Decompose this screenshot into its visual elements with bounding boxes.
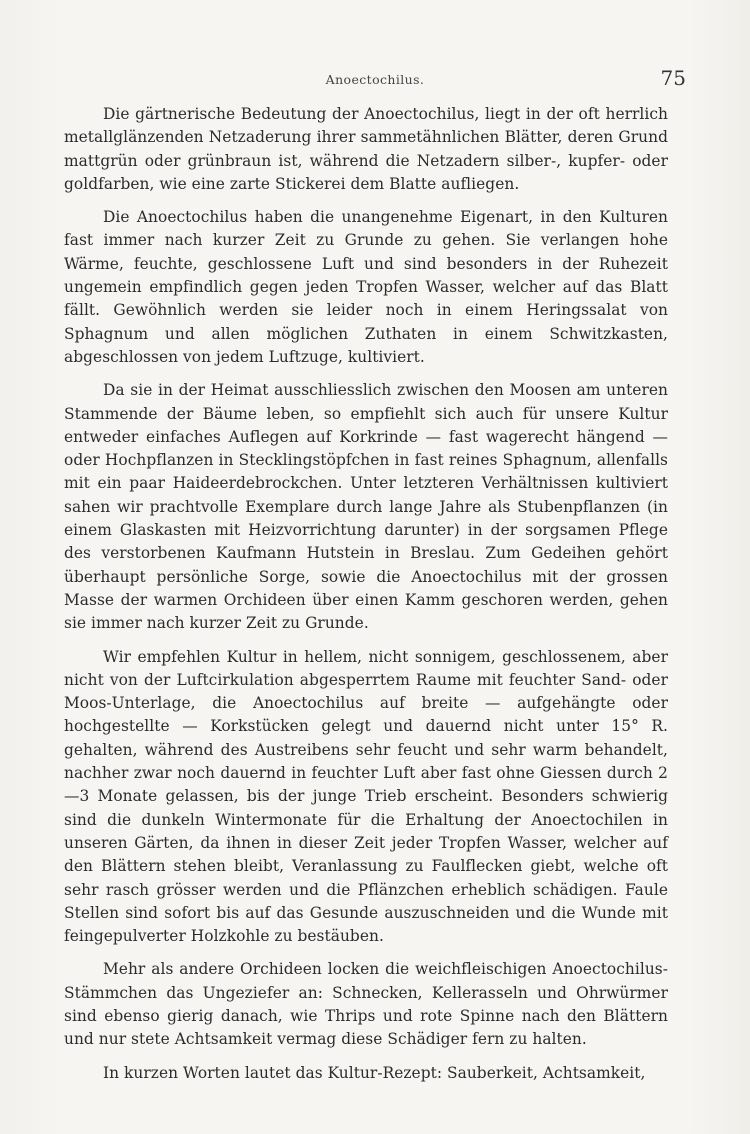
paragraph-1: Die gärtnerische Bedeutung der Anoectochilus, liegt in der oft herrlich metallglänzenden Netzaderung ihrer sammetähnlichen Blätter, deren Grund mattgrün oder grünbraun ist, während die Netzadern silber-, kupfer- oder goldfarben, wie eine zarte Stickerei dem Blatte aufliegen. — [64, 105, 668, 193]
page-header — [64, 66, 686, 94]
paragraph-2: Die Anoectochilus haben die unangenehme Eigenart, in den Kulturen fast immer nach kurzer Zeit zu Grunde zu gehen. Sie verlangen hohe Wärme, feuchte, geschlossene Luft und sind besonders in der Ruhezeit ungemein empfindlich gegen jeden Tropfen Wasser, welcher auf das Blatt fällt. Gewöhnlich werden sie leider noch in einem Heringssalat von Sphagnum und allen möglichen Zuthaten in einem Schwitzkasten, abgeschlossen von jedem Luftzuge, kultiviert. — [64, 208, 668, 366]
paragraph-3: Da sie in der Heimat ausschliesslich zwischen den Moosen am unteren Stammende der Bäume leben, so empfiehlt sich auch für unsere Kultur entweder einfaches Auflegen auf Korkrinde — fast wagerecht hängend — oder Hochpflanzen in Stecklingstöpfchen in fast reines Sphagnum, allenfalls mit ein paar Haideerdebrockchen. Unter letzteren Verhältnissen kultiviert sahen wir prachtvolle Exemplare durch lange Jahre als Stubenpflanzen (in einem Glaskasten mit Heizvorrichtung darunter) in der sorgsamen Pflege des verstorbenen Kaufmann Hutstein in Breslau. Zum Gedeihen gehört überhaupt persönliche Sorge, sowie die Anoectochilus mit der grossen Masse der warmen Orchideen über einen Kamm geschoren werden, gehen sie immer nach kurzer Zeit zu Grunde. — [64, 381, 668, 633]
paragraph-5: Mehr als andere Orchideen locken die weichfleischigen Anoectochilus-Stämmchen das Ungeziefer an: Schnecken, Kellerasseln und Ohrwürmer sind ebenso gierig danach, wie Thrips und rote Spinne nach den Blättern und nur stete Achtsamkeit vermag diese Schädiger fern zu halten. — [64, 960, 668, 1049]
paragraph-6: In kurzen Worten lautet das Kultur-Rezept: Sauberkeit, Achtsamkeit, — [103, 1063, 646, 1082]
running-head: Anoectochilus. — [325, 72, 425, 87]
paragraph-4: Wir empfehlen Kultur in hellem, nicht sonnigem, geschlossenem, aber nicht von der Luftcirkulation abgesperrtem Raume mit feuchter Sand- oder Moos-Unterlage, die Anoectochilus auf breite — aufgehängte oder hochgestellte — Korkstücken gelegt und dauernd nicht unter 15° R. gehalten, während des Austreibens sehr feucht und sehr warm behandelt, nachher zwar noch dauernd in feuchter Luft aber fast ohne Giessen durch 2—3 Monate gelassen, bis der junge Trieb erscheint. Besonders schwierig sind die dunkeln Wintermonate für die Erhaltung der Anoectochilen in unseren Gärten, da ihnen in dieser Zeit jeder Tropfen Wasser, welcher auf den Blättern stehen bleibt, Veranlassung zu Faulflecken giebt, welche oft sehr rasch grösser werden und die Pflänzchen erheblich schädigen. Faule Stellen sind sofort bis auf das Gesunde auszuschneiden und die Wunde mit feingepulverter Holzkohle zu bestäuben. — [64, 647, 668, 946]
page-body — [64, 103, 668, 1085]
page-number: 75 — [660, 66, 686, 90]
